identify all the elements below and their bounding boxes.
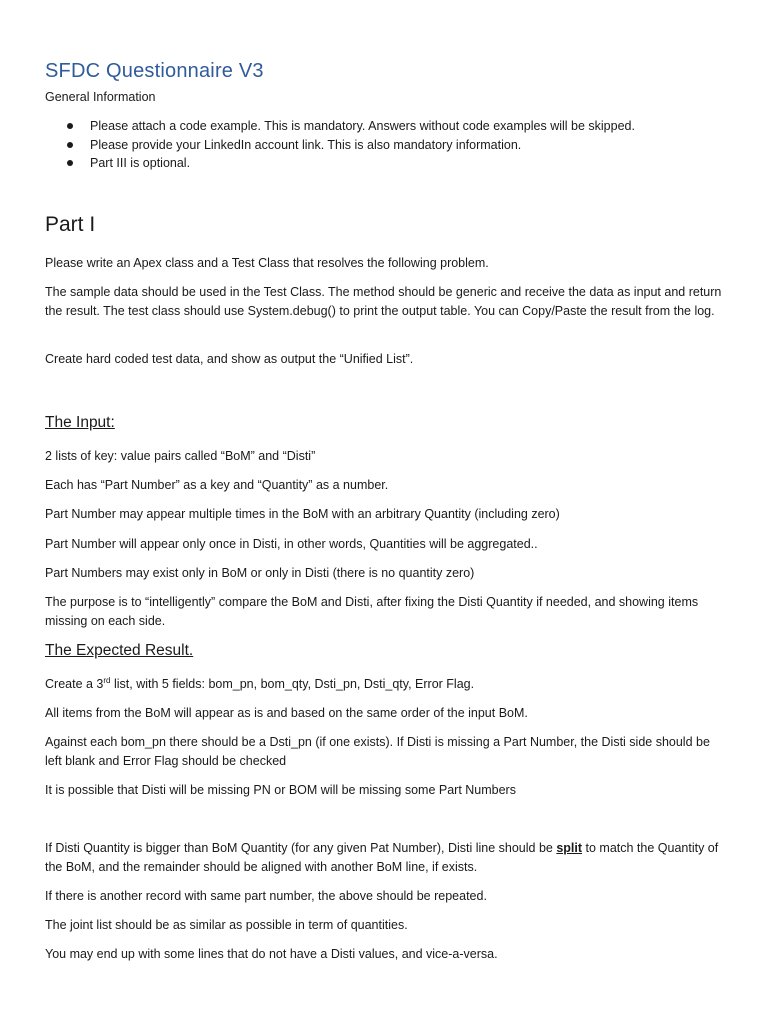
- bullet-icon: [67, 142, 73, 148]
- paragraph: It is possible that Disti will be missing PN or BOM will be missing some Part Numbers: [45, 783, 516, 797]
- paragraph: The purpose is to “intelligently” compare the BoM and Disti, after fixing the Disti Quantity if needed, and showing items missing on each side.: [45, 595, 699, 628]
- paragraph: 2 lists of key: value pairs called “BoM” and “Disti”: [45, 449, 316, 463]
- paragraph: Create hard coded test data, and show as output the “Unified List”.: [45, 352, 414, 366]
- paragraph: You may end up with some lines that do not have a Disti values, and vice-a-versa.: [45, 947, 498, 961]
- expected-result-heading: The Expected Result.: [45, 642, 194, 659]
- bullet-icon: [67, 123, 73, 129]
- general-information-label: General Information: [45, 90, 156, 104]
- document-title: SFDC Questionnaire V3: [45, 60, 264, 82]
- list-item: Please provide your LinkedIn account link. This is also mandatory information.: [45, 136, 725, 155]
- paragraph: The sample data should be used in the Test Class. The method should be generic and receive the data as input and return the result. The test class should use System.debug() to print the output table. You can Copy/Paste the result from the log.: [45, 285, 722, 318]
- paragraph: Part Number will appear only once in Disti, in other words, Quantities will be aggregated..: [45, 537, 538, 551]
- paragraph: Part Numbers may exist only in BoM or only in Disti (there is no quantity zero): [45, 566, 475, 580]
- paragraph: If there is another record with same part number, the above should be repeated.: [45, 889, 487, 903]
- list-item: Part III is optional.: [45, 154, 725, 173]
- paragraph: Part Number may appear multiple times in the BoM with an arbitrary Quantity (including zero): [45, 507, 560, 521]
- requirements-list: [45, 117, 725, 173]
- paragraph: Each has “Part Number” as a key and “Quantity” as a number.: [45, 478, 389, 492]
- bullet-icon: [67, 160, 73, 166]
- paragraph: The joint list should be as similar as possible in term of quantities.: [45, 918, 408, 932]
- paragraph: Create a 3rd list, with 5 fields: bom_pn, bom_qty, Dsti_pn, Dsti_qty, Error Flag.: [45, 675, 475, 691]
- list-item: Please attach a code example. This is mandatory. Answers without code examples will be skipped.: [45, 117, 725, 136]
- paragraph: If Disti Quantity is bigger than BoM Quantity (for any given Pat Number), Disti line should be split to match the Quantity of the BoM, and the remainder should be aligned with another BoM line, if exists.: [45, 841, 719, 874]
- emphasized-word: split: [556, 841, 583, 855]
- part-one-heading: Part I: [45, 213, 96, 236]
- paragraph: Against each bom_pn there should be a Dsti_pn (if one exists). If Disti is missing a Part Number, the Disti side should be left blank and Error Flag should be checked: [45, 735, 710, 768]
- paragraph: Please write an Apex class and a Test Class that resolves the following problem.: [45, 256, 489, 270]
- input-heading: The Input:: [45, 414, 115, 431]
- paragraph: All items from the BoM will appear as is and based on the same order of the input BoM.: [45, 706, 528, 720]
